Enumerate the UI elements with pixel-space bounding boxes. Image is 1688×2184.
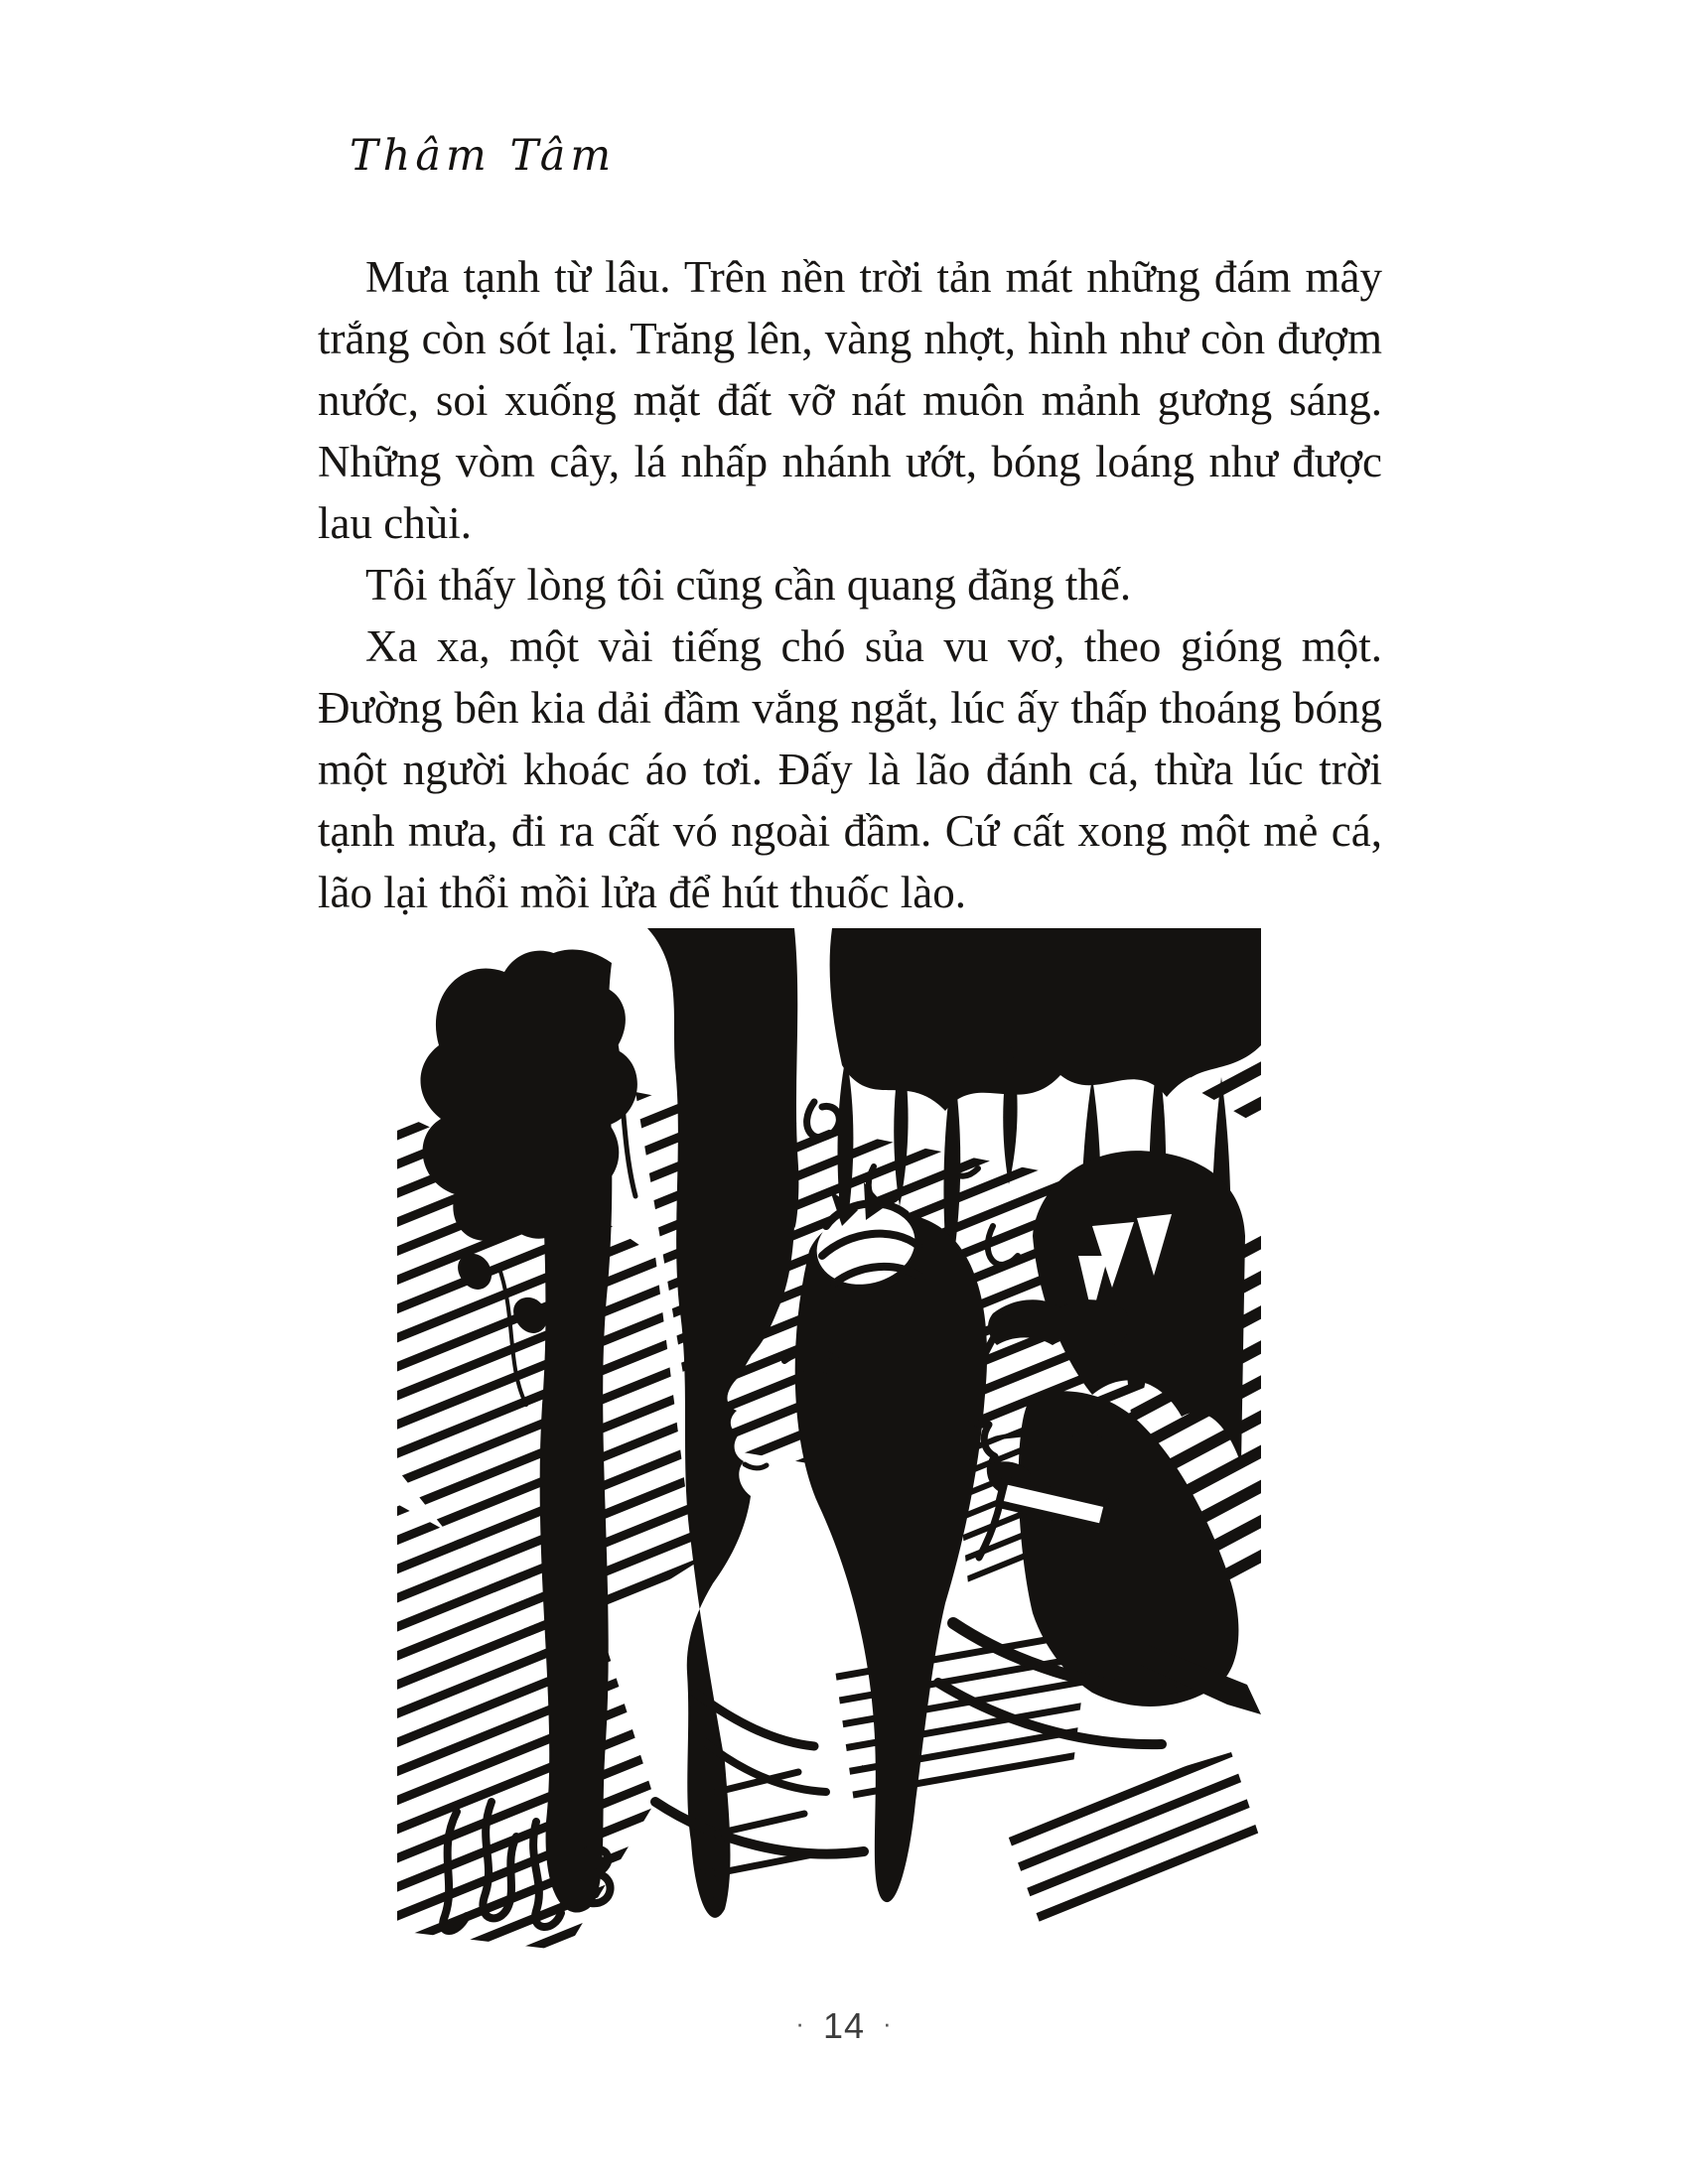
paragraph: Xa xa, một vài tiếng chó sủa vu vơ, theo gióng một. Đường bên kia dải đầm vắng ngắt, lúc ấy thấp thoáng bóng một người khoác áo tơi. Đấy là lão đánh cá, thừa lúc trời tạnh mưa, đi ra cất vó ngoài đầm. Cứ cất xong một mẻ cá, lão lại thổi mồi lửa để hút thuốc lào. (318, 621, 1382, 917)
woodcut-illustration (397, 928, 1261, 1951)
footer-dot-left: · (795, 2008, 805, 2038)
author-header: Thâm Tâm (350, 131, 617, 181)
page-number: 14 (822, 2005, 866, 2046)
man-brow (988, 1299, 1129, 1345)
footer-dot-right: · (883, 2008, 893, 2038)
woman-hair (795, 1211, 987, 1902)
paragraph: Mưa tạnh từ lâu. Trên nền trời tản mát những đám mây trắng còn sót lại. Trăng lên, vàng nhợt, hình như còn đượm nước, soi xuống mặt đất vỡ nát muôn mảnh gương sáng. Những vòm cây, lá nhấp nhánh ướt, bóng loáng như được lau chùi. (318, 252, 1382, 548)
paragraph: Tôi thấy lòng tôi cũng cần quang đãng thế. (365, 560, 1132, 610)
body-text (318, 246, 1382, 923)
page-number-footer (0, 2005, 1688, 2047)
tree-trunk-left (539, 950, 612, 1913)
